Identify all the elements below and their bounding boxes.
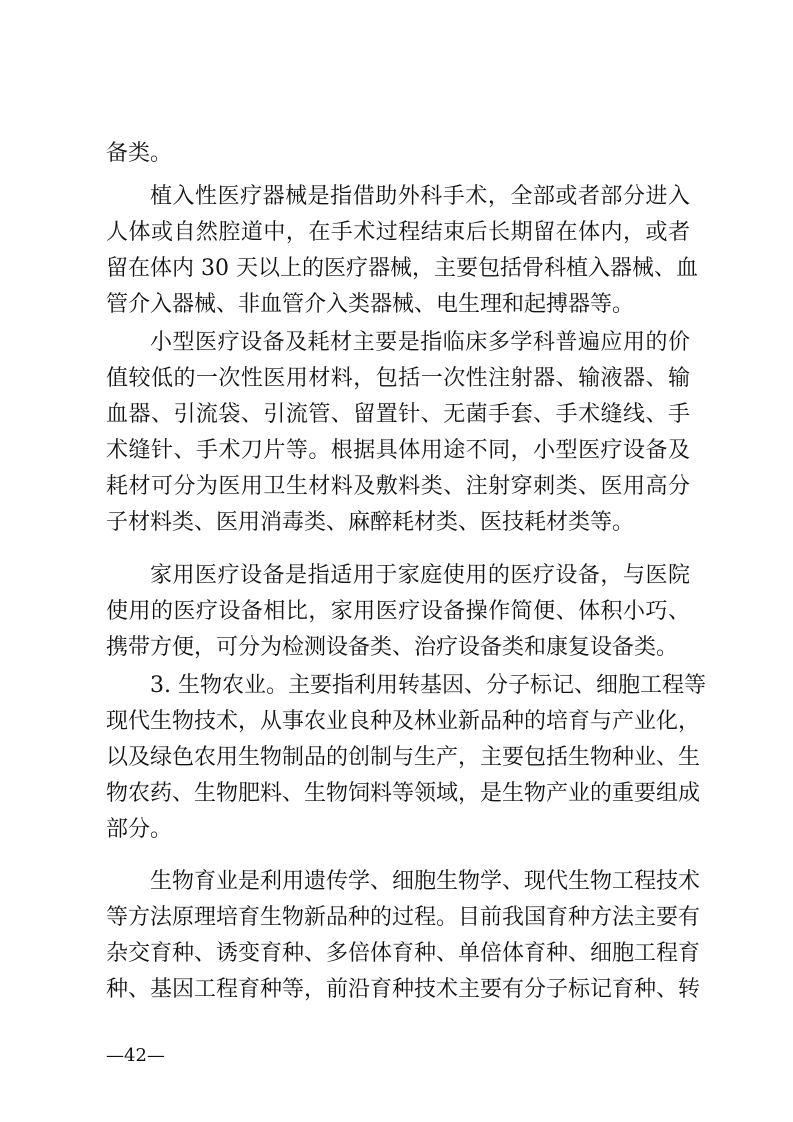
text-line: 物农药、生物肥料、生物饲料等领域，是生物产业的重要组成 [106,781,701,806]
text-line: 种、基因工程育种等，前沿育种技术主要有分子标记育种、转 [106,977,701,1002]
page-number: —42— [106,1045,165,1066]
text-line: 杂交育种、诱变育种、多倍体育种、单倍体育种、细胞工程育 [106,941,701,966]
text-line: 以及绿色农用生物制品的创制与生产，主要包括生物种业、生 [106,745,701,770]
text-line: 血器、引流袋、引流管、留置针、无菌手套、手术缝线、手 [106,402,690,427]
text-line: 生物育业是利用遗传学、细胞生物学、现代生物工程技术 [150,869,701,894]
text-line: 部分。 [106,817,173,842]
text-line: 现代生物技术，从事农业良种及林业新品种的培育与产业化， [106,709,701,734]
text-line: 携带方便，可分为检测设备类、治疗设备类和康复设备类。 [106,635,679,660]
text-line: 人体或自然腔道中，在手术过程结束后长期留在体内，或者 [106,220,690,245]
text-line: 3. 生物农业。主要指利用转基因、分子标记、细胞工程等 [150,673,706,698]
text-line: 家用医疗设备是指适用于家庭使用的医疗设备，与医院 [150,563,690,588]
text-line: 子材料类、医用消毒类、麻醉耗材类、医技耗材类等。 [106,510,635,535]
text-line: 备类。 [106,141,173,166]
text-line: 管介入器械、非血管介入类器械、电生理和起搏器等。 [106,292,635,317]
text-line: 小型医疗设备及耗材主要是指临床多学科普遍应用的价 [150,330,690,355]
text-line: 值较低的一次性医用材料，包括一次性注射器、输液器、输 [106,366,690,391]
text-line: 术缝针、手术刀片等。根据具体用途不同，小型医疗设备及 [106,438,690,463]
text-line: 留在体内 30 天以上的医疗器械，主要包括骨科植入器械、血 [106,256,698,281]
text-line: 使用的医疗设备相比，家用医疗设备操作简便、体积小巧、 [106,599,690,624]
text-line: 耗材可分为医用卫生材料及敷料类、注射穿刺类、医用高分 [106,474,690,499]
text-line: 等方法原理培育生物新品种的过程。目前我国育种方法主要有 [106,905,701,930]
text-line: 植入性医疗器械是指借助外科手术，全部或者部分进入 [150,184,690,209]
